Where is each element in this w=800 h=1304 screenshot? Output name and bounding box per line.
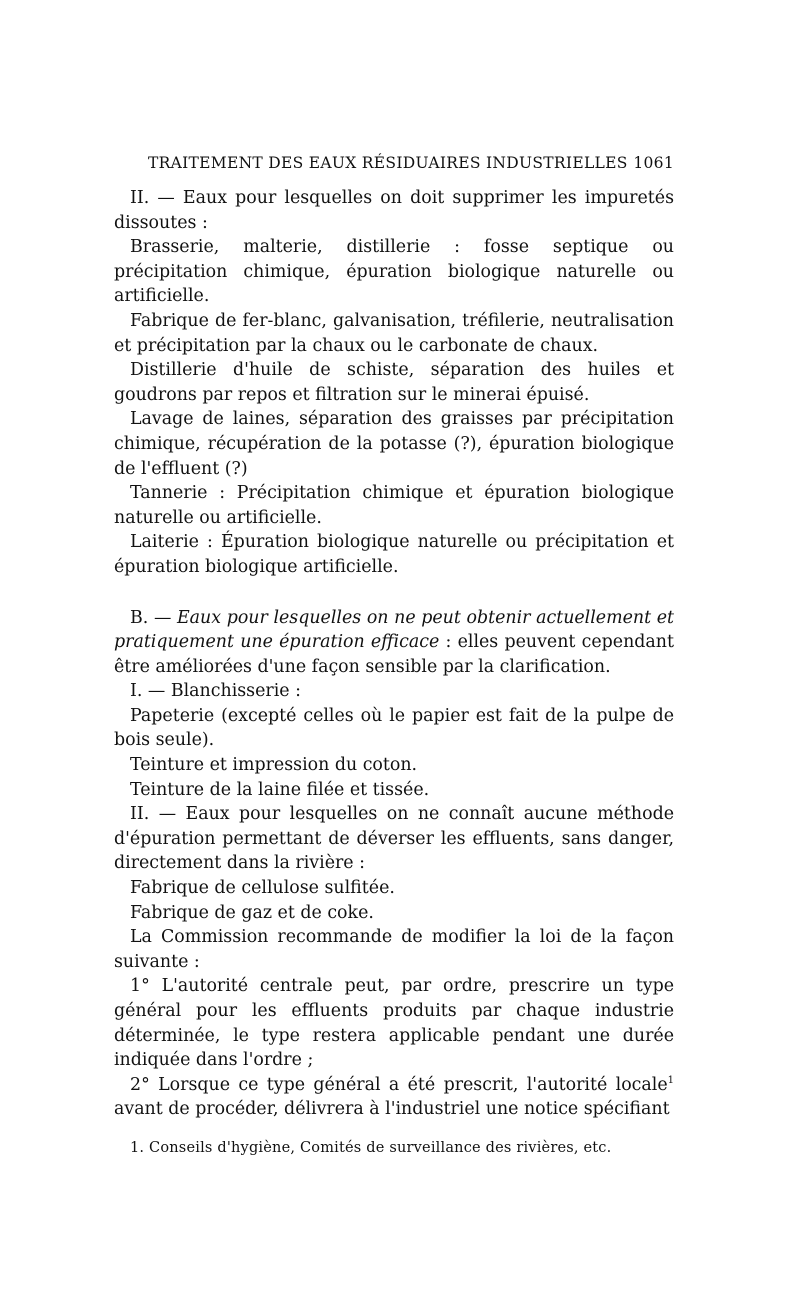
paragraph: 1° L'autorité centrale peut, par ordre, prescrire un type général pour les effluents produits par chaque industrie déterminée, le type restera applicable pendant une durée indiquée dans l'ordre ; (114, 976, 674, 1071)
paragraph: Fabrique de fer-blanc, galvanisation, tréfilerie, neutralisation et précipitation par la chaux ou le carbonate de chaux. (114, 310, 674, 356)
paragraph: Fabrique de cellulose sulfitée. (130, 878, 395, 899)
running-header (114, 154, 674, 184)
paragraph: Fabrique de gaz et de coke. (130, 902, 374, 923)
paragraph: Papeterie (excepté celles où le papier est fait de la pulpe de bois seule). (114, 705, 674, 751)
last-paragraph-before: 2° Lorsque ce type général a été prescrit, l'autorité locale (130, 1074, 668, 1095)
paragraph: Lavage de laines, séparation des graisses par précipitation chimique, récupération de la potasse (?), épuration biologique de l'effluent (?) (114, 409, 674, 479)
section-b-paragraph (114, 606, 674, 680)
paragraph: Brasserie, malterie, distillerie : fosse septique ou précipitation chimique, épuration biologique naturelle ou artificielle. (114, 237, 674, 307)
section-b-rest: : elles peuvent cependant être améliorées d'une façon sensible par la clarification. (114, 632, 674, 677)
body-text (114, 186, 674, 1122)
last-paragraph (114, 1073, 674, 1122)
footnote-reference: 1 (667, 1074, 674, 1086)
page-number: 1061 (633, 154, 674, 172)
footnote: 1. Conseils d'hygiène, Comités de surveillance des rivières, etc. (130, 1140, 612, 1156)
paragraph: Teinture de la laine filée et tissée. (130, 779, 430, 800)
page (114, 154, 674, 1122)
paragraph: Laiterie : Épuration biologique naturelle ou précipitation et épuration biologique artificielle. (114, 532, 674, 577)
last-paragraph-after: avant de procéder, délivrera à l'industriel une notice spécifiant (114, 1099, 670, 1120)
paragraph: II. — Eaux pour lesquelles on ne connaît aucune méthode d'épuration permettant de déverser les effluents, sans danger, directement dans la rivière : (114, 804, 674, 874)
paragraph: La Commission recommande de modifier la loi de la façon suivante : (114, 927, 674, 972)
running-title: TRAITEMENT DES EAUX RÉSIDUAIRES INDUSTRIELLES (148, 154, 628, 172)
section-b-label: B. — (130, 607, 172, 628)
paragraph: Distillerie d'huile de schiste, séparation des huiles et goudrons par repos et filtration sur le minerai épuisé. (114, 360, 674, 405)
paragraph: Teinture et impression du coton. (130, 755, 418, 776)
paragraph: I. — Blanchisserie : (130, 681, 301, 702)
paragraph: Tannerie : Précipitation chimique et épuration biologique naturelle ou artificielle. (114, 483, 674, 528)
section-b-italic-heading: Eaux pour lesquelles on ne peut obtenir actuellement et pratiquement une épuration efficace (114, 607, 674, 653)
paragraph: II. — Eaux pour lesquelles on doit supprimer les impuretés dissoutes : (114, 188, 674, 233)
